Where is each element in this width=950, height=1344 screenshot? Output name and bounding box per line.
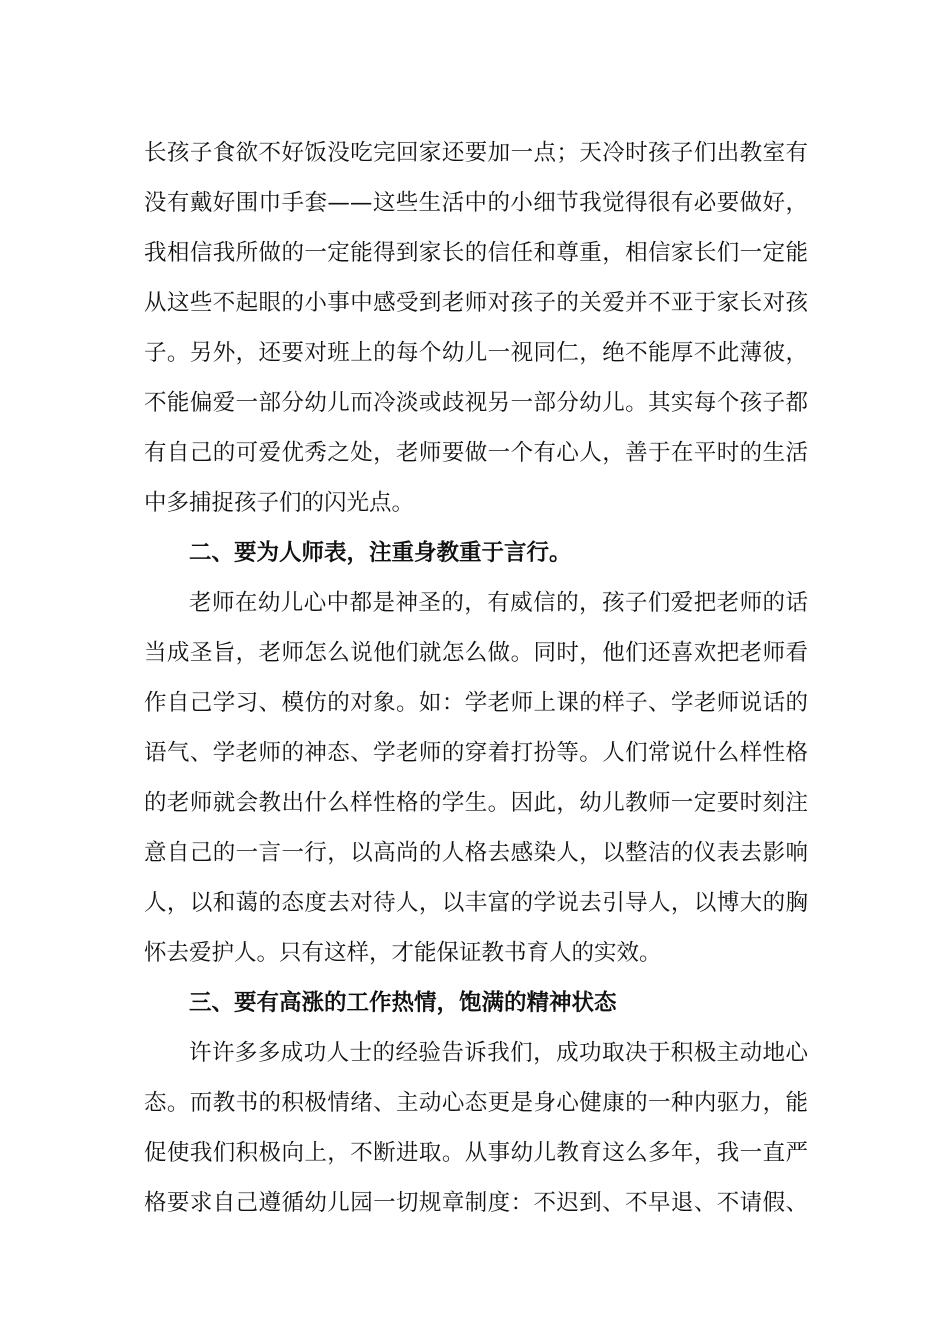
text-line: 怀去爱护人。只有这样，才能保证教书育人的实效。	[144, 940, 662, 966]
text-line: 格要求自己遵循幼儿园一切规章制度：不迟到、不早退、不请假、	[144, 1190, 808, 1216]
text-line: 中多捕捉孩子们的闪光点。	[144, 490, 415, 516]
text-line: 许许多多成功人士的经验告诉我们，成功取决于积极主动地心	[189, 1040, 808, 1066]
text-line: 从这些不起眼的小事中感受到老师对孩子的关爱并不亚于家长对孩	[144, 290, 808, 316]
text-line: 不能偏爱一部分幼儿而冷淡或歧视另一部分幼儿。其实每个孩子都	[144, 390, 808, 416]
text-line: 我相信我所做的一定能得到家长的信任和尊重，相信家长们一定能	[144, 240, 808, 266]
paragraph-enthusiasm	[144, 1028, 808, 1228]
document-body	[144, 128, 808, 1228]
paragraph-continuation	[144, 128, 808, 528]
text-line: 作自己学习、模仿的对象。如：学老师上课的样子、学老师说话的	[144, 690, 808, 716]
text-line: 老师在幼儿心中都是神圣的，有威信的，孩子们爱把老师的话	[189, 590, 808, 616]
section-heading-3: 三、要有高涨的工作热情，饱满的精神状态	[189, 990, 617, 1016]
section-heading-2: 二、要为人师表，注重身教重于言行。	[189, 540, 572, 566]
text-line: 有自己的可爱优秀之处，老师要做一个有心人，善于在平时的生活	[144, 440, 808, 466]
text-line: 促使我们积极向上，不断进取。从事幼儿教育这么多年，我一直严	[144, 1140, 808, 1166]
text-line: 态。而教书的积极情绪、主动心态更是身心健康的一种内驱力，能	[144, 1090, 808, 1116]
text-line: 子。另外，还要对班上的每个幼儿一视同仁，绝不能厚不此薄彼，	[144, 340, 808, 366]
text-line: 长孩子食欲不好饭没吃完回家还要加一点；天冷时孩子们出教室有	[144, 140, 808, 166]
text-line: 人，以和蔼的态度去对待人，以丰富的学说去引导人，以博大的胸	[144, 890, 808, 916]
text-line: 意自己的一言一行，以高尚的人格去感染人，以整洁的仪表去影响	[144, 840, 808, 866]
paragraph-role-model	[144, 578, 808, 978]
text-line: 语气、学老师的神态、学老师的穿着打扮等。人们常说什么样性格	[144, 740, 808, 766]
text-line: 没有戴好围巾手套——这些生活中的小细节我觉得很有必要做好，	[144, 190, 808, 216]
text-line: 当成圣旨，老师怎么说他们就怎么做。同时，他们还喜欢把老师看	[144, 640, 808, 666]
text-line: 的老师就会教出什么样性格的学生。因此，幼儿教师一定要时刻注	[144, 790, 808, 816]
